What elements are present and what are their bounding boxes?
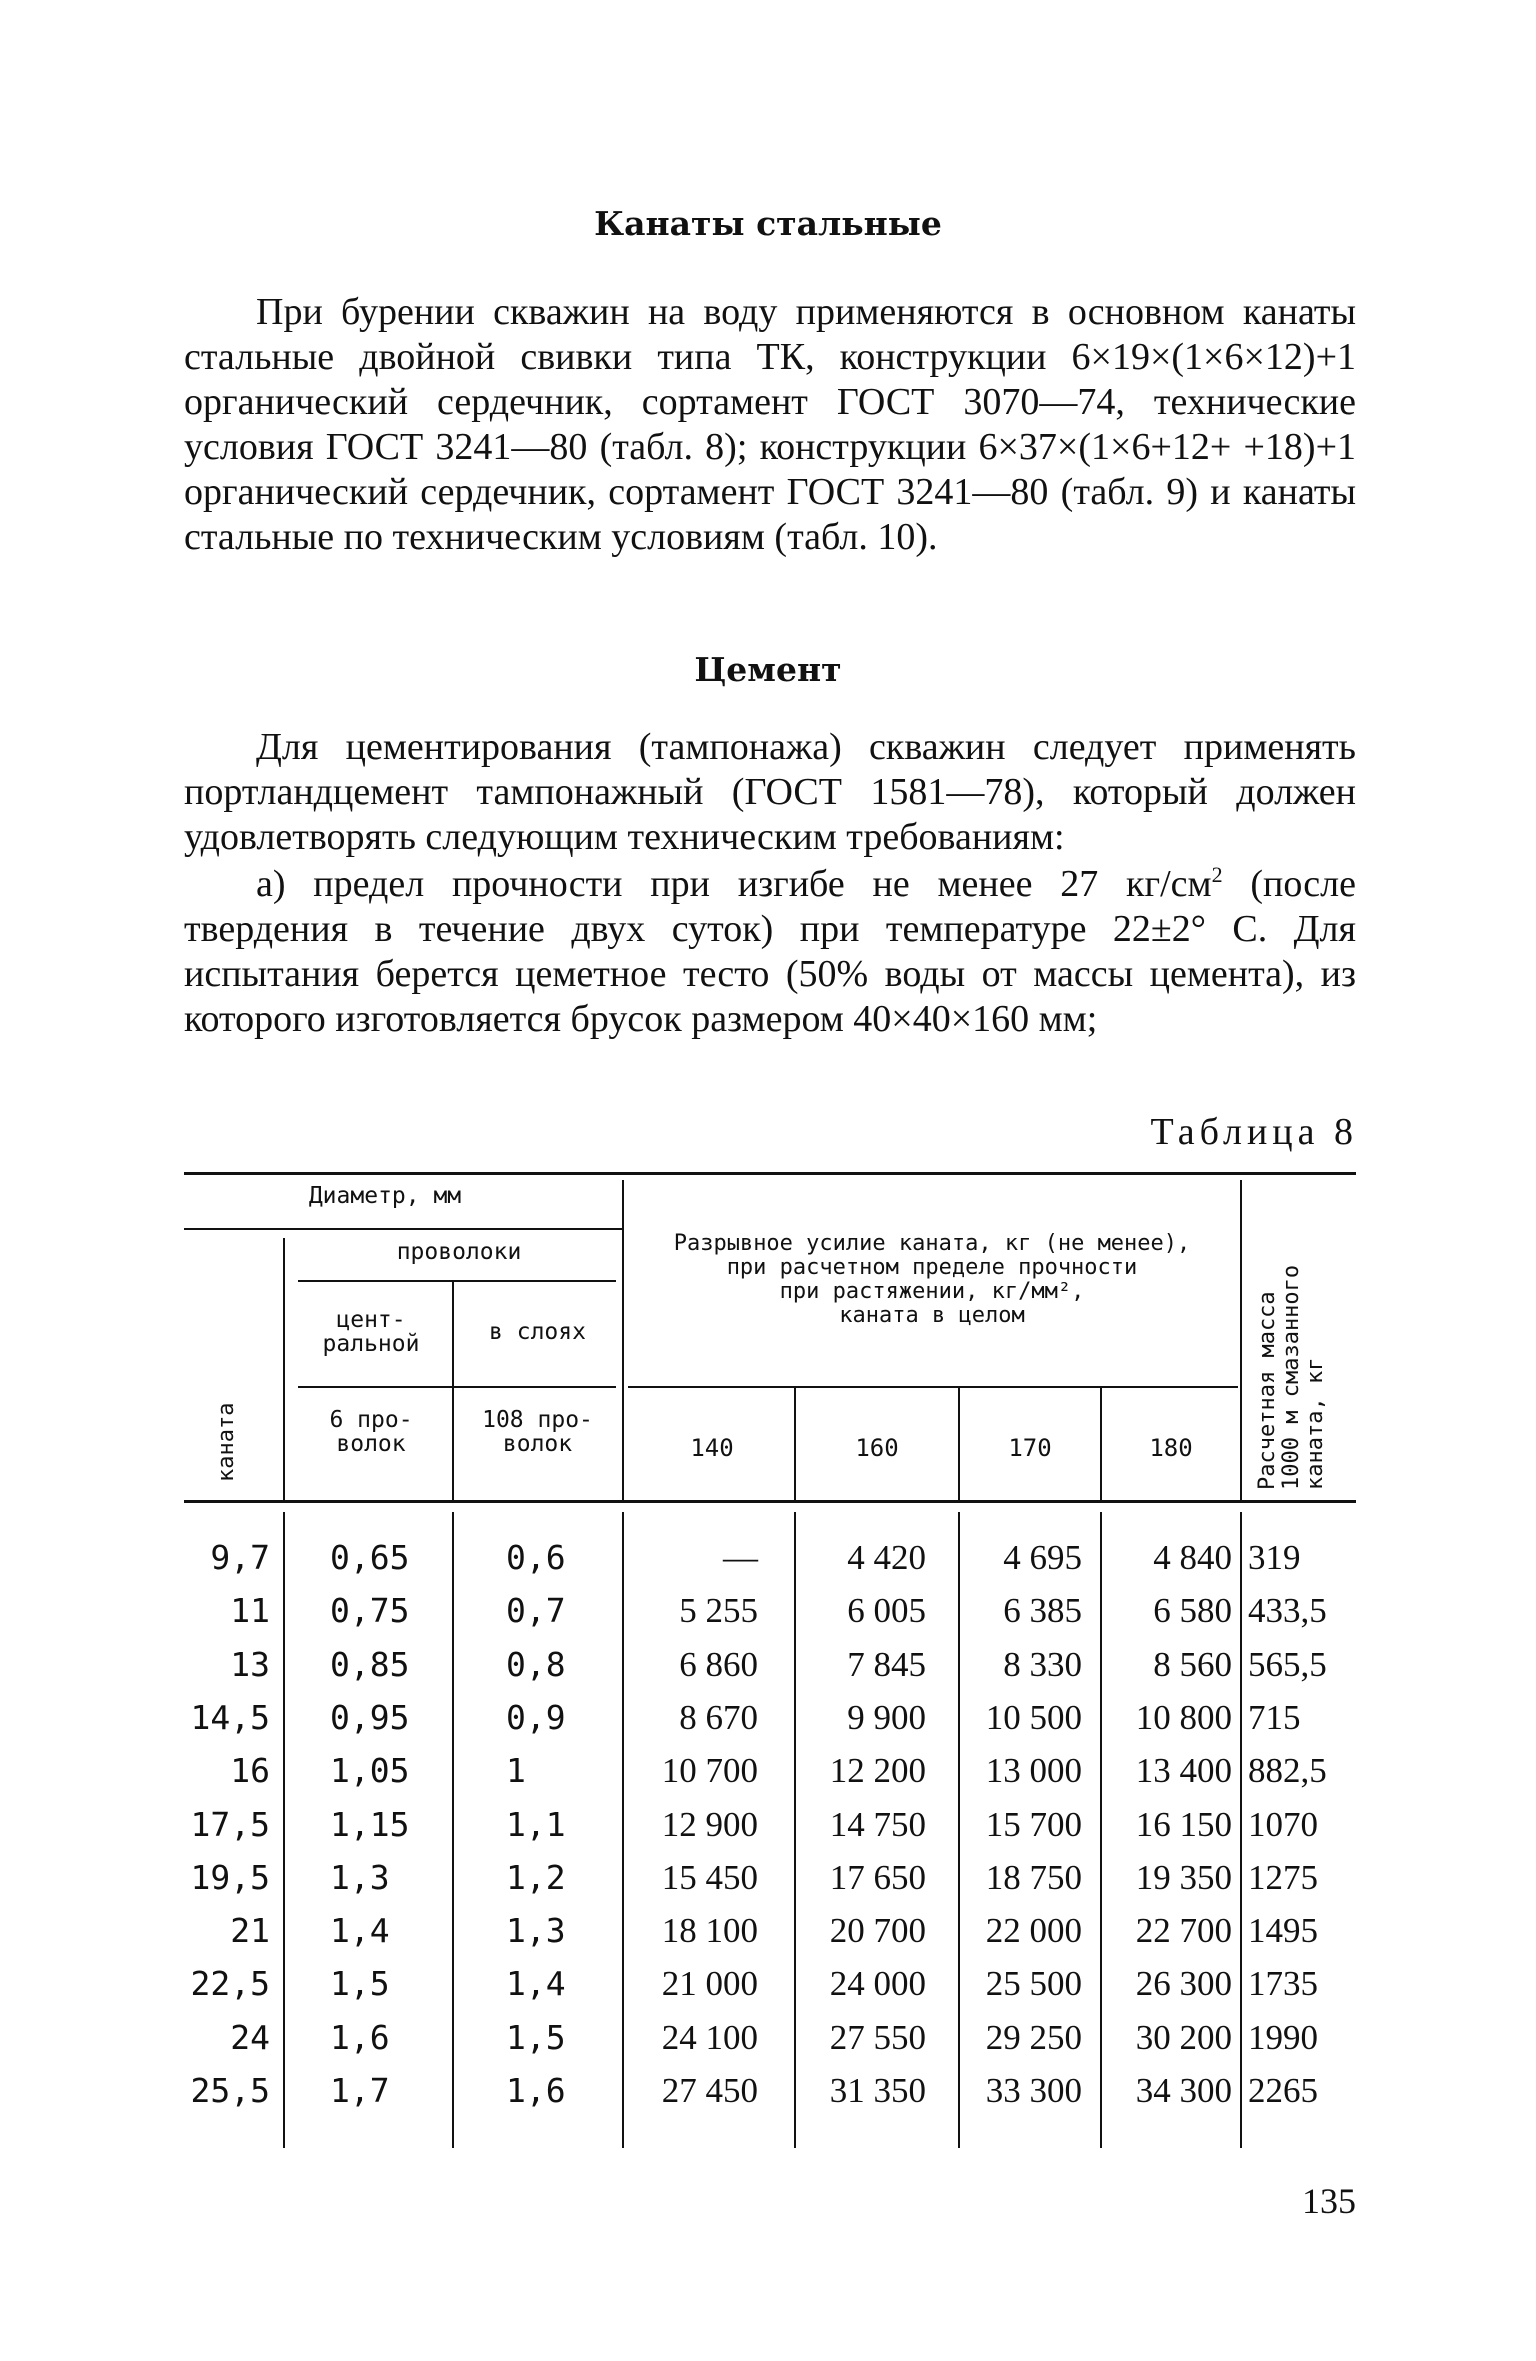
table-cell: 29 250 — [985, 2018, 1082, 2057]
table-cell: 4 420 — [847, 1538, 926, 1577]
table-cell: 1,05 — [330, 1751, 410, 1790]
table-cell: 1,7 — [330, 2071, 390, 2110]
table-cell: 13 000 — [985, 1751, 1082, 1790]
table-cell: 8 330 — [1003, 1645, 1082, 1684]
table-cell: 8 670 — [679, 1698, 758, 1737]
vline-body-central — [452, 1512, 454, 2148]
table-cell: — — [723, 1538, 758, 1577]
rule-under-diameter — [184, 1228, 624, 1230]
table-cell: 7 845 — [847, 1645, 926, 1684]
table-cell: 0,95 — [330, 1698, 410, 1737]
table-cell: 27 450 — [661, 2071, 758, 2110]
table-cell: 24 100 — [661, 2018, 758, 2057]
cement-paragraphs — [184, 725, 1356, 1042]
table-cell: 11 — [230, 1591, 270, 1630]
table-cell: 14,5 — [190, 1698, 270, 1737]
vline-180 — [1240, 1180, 1242, 1500]
header-diameter: Диаметр, мм — [308, 1183, 462, 1209]
table-top-rule — [184, 1172, 1356, 1175]
table-cell: 25 500 — [985, 1964, 1082, 2003]
header-layers: в слоях — [489, 1319, 586, 1345]
table-header-bottom-rule — [184, 1500, 1356, 1503]
vline-body-140 — [794, 1512, 796, 2148]
table-cell: 17,5 — [190, 1805, 270, 1844]
table-cell: 6 580 — [1153, 1591, 1232, 1630]
table-cell: 1,2 — [506, 1858, 566, 1897]
table-cell: 1,1 — [506, 1805, 566, 1844]
table-cell: 26 300 — [1135, 1964, 1232, 2003]
table-cell: 21 — [230, 1911, 270, 1950]
table-cell: 19,5 — [190, 1858, 270, 1897]
table-cell: 0,7 — [506, 1591, 566, 1630]
table-cell: 18 100 — [661, 1911, 758, 1950]
table-cell: 6 860 — [679, 1645, 758, 1684]
table-cell: 19 350 — [1135, 1858, 1232, 1897]
table-cell: 0,85 — [330, 1645, 410, 1684]
header-mass: Расчетная масса 1000 м смазанного каната, кг — [1255, 1264, 1328, 1490]
table-cell: 1275 — [1248, 1858, 1318, 1897]
table-cell: 319 — [1248, 1538, 1301, 1577]
table-cell: 22,5 — [190, 1964, 270, 2003]
table-cell: 1990 — [1248, 2018, 1318, 2057]
table-cell: 24 000 — [829, 1964, 926, 2003]
table-cell: 15 700 — [985, 1805, 1082, 1844]
vline-body-wires — [622, 1512, 624, 2148]
vline-body-rope — [283, 1512, 285, 2148]
table-cell: 34 300 — [1135, 2071, 1232, 2110]
header-rope: каната — [214, 1402, 239, 1482]
header-strength-160: 160 — [855, 1434, 899, 1462]
table-cell: 0,9 — [506, 1698, 566, 1737]
table-cell: 6 385 — [1003, 1591, 1082, 1630]
table-cell: 1,5 — [330, 1964, 390, 2003]
table-cell: 10 700 — [661, 1751, 758, 1790]
vline-body-170 — [1100, 1512, 1102, 2148]
table-cell: 10 800 — [1135, 1698, 1232, 1737]
table-cell: 14 750 — [829, 1805, 926, 1844]
table-cell: 16 150 — [1135, 1805, 1232, 1844]
table-cell: 22 000 — [985, 1911, 1082, 1950]
table-cell: 30 200 — [1135, 2018, 1232, 2057]
table-cell: 4 840 — [1153, 1538, 1232, 1577]
table-cell: 0,8 — [506, 1645, 566, 1684]
table-cell: 16 — [230, 1751, 270, 1790]
header-six-wires: 6 про- волок — [329, 1407, 413, 1457]
table-cell: 9 900 — [847, 1698, 926, 1737]
header-strength-140: 140 — [690, 1434, 734, 1462]
table-cell: 6 005 — [847, 1591, 926, 1630]
table-cell: 433,5 — [1248, 1591, 1327, 1630]
table-cell: 1,5 — [506, 2018, 566, 2057]
table-cell: 21 000 — [661, 1964, 758, 2003]
table-cell: 18 750 — [985, 1858, 1082, 1897]
header-108-wires: 108 про- волок — [482, 1407, 593, 1457]
rule-under-wires — [298, 1280, 616, 1282]
table-cell: 24 — [230, 2018, 270, 2057]
rule-under-breaking-force — [628, 1386, 1238, 1388]
table-cell: 12 900 — [661, 1805, 758, 1844]
table-cell: 33 300 — [985, 2071, 1082, 2110]
table-cell: 1,15 — [330, 1805, 410, 1844]
table-cell: 0,65 — [330, 1538, 410, 1577]
table-cell: 8 560 — [1153, 1645, 1232, 1684]
cement-intro: Для цементирования (тампонажа) скважин следует применять портландцемент тампонажный (ГОСТ 1581—78), который должен удовлетворять следующим техническим требованиям: — [184, 726, 1356, 858]
table-cell: 31 350 — [829, 2071, 926, 2110]
table-cell: 12 200 — [829, 1751, 926, 1790]
table-cell: 25,5 — [190, 2071, 270, 2110]
table-cell: 4 695 — [1003, 1538, 1082, 1577]
table-cell: 15 450 — [661, 1858, 758, 1897]
table-cell: 13 — [230, 1645, 270, 1684]
table-cell: 715 — [1248, 1698, 1301, 1737]
vline-wires — [622, 1180, 624, 1500]
table-cell: 17 650 — [829, 1858, 926, 1897]
header-breaking-force: Разрывное усилие каната, кг (не менее), при расчетном пределе прочности при растяжении, кг/мм², каната в целом — [673, 1231, 1191, 1328]
ropes-paragraph — [184, 290, 1356, 560]
header-wires: проволоки — [396, 1239, 522, 1265]
table-cell: 882,5 — [1248, 1751, 1327, 1790]
table-cell: 1,4 — [506, 1964, 566, 2003]
header-central: цент- ральной — [322, 1307, 420, 1357]
table-cell: 1 — [506, 1751, 526, 1790]
header-strength-170: 170 — [1008, 1434, 1052, 1462]
table-cell: 2265 — [1248, 2071, 1318, 2110]
rule-under-wire-type — [298, 1386, 616, 1388]
table-cell: 1,4 — [330, 1911, 390, 1950]
table-cell: 1,3 — [330, 1858, 390, 1897]
header-strength-180: 180 — [1149, 1434, 1193, 1462]
vline-body-160 — [958, 1512, 960, 2148]
vline-rope — [283, 1238, 285, 1500]
cement-requirement-a: а) предел прочности при изгибе не менее 27 $кг/см^2$ (после твердения в течение двух суток) при температуре 22±2° С. Для испытания берется цеметное тесто (50% воды от массы цемента), из которого изготовляется брусок размером 40×40×160 мм; — [184, 862, 1356, 1040]
table-cell: 20 700 — [829, 1911, 926, 1950]
table-cell: 0,75 — [330, 1591, 410, 1630]
table-cell: 22 700 — [1135, 1911, 1232, 1950]
vline-body-180 — [1240, 1512, 1242, 2148]
section-title-ropes: Канаты стальные — [594, 204, 942, 243]
section-title-cement: Цемент — [694, 650, 842, 689]
table-cell: 565,5 — [1248, 1645, 1327, 1684]
table-cell: 10 500 — [985, 1698, 1082, 1737]
table-cell: 1,3 — [506, 1911, 566, 1950]
ropes-text: При бурении скважин на воду применяются в основном канаты стальные двойной свивки типа ТК, конструкции 6×19×(1×6×12)+1 органический сердечник, сортамент ГОСТ 3070—74, технические условия ГОСТ 3241—80 (табл. 8); конструкции 6×37×(1×6+12+ +18)+1 органический сердечник, сортамент ГОСТ 3241—80 (табл. 9) и канаты стальные по техническим условиям (табл. 10). — [184, 291, 1356, 558]
table-cell: 1735 — [1248, 1964, 1318, 2003]
table-cell: 1495 — [1248, 1911, 1318, 1950]
table-cell: 1,6 — [330, 2018, 390, 2057]
vline-central — [452, 1280, 454, 1500]
table-cell: 1,6 — [506, 2071, 566, 2110]
table-cell: 0,6 — [506, 1538, 566, 1577]
table-cell: 9,7 — [210, 1538, 270, 1577]
table-cell: 27 550 — [829, 2018, 926, 2057]
table-cell: 1070 — [1248, 1805, 1318, 1844]
table-caption: Таблица 8 — [1150, 1111, 1358, 1153]
table-cell: 13 400 — [1135, 1751, 1232, 1790]
table-cell: 5 255 — [679, 1591, 758, 1630]
page-number: 135 — [1302, 2181, 1356, 2221]
